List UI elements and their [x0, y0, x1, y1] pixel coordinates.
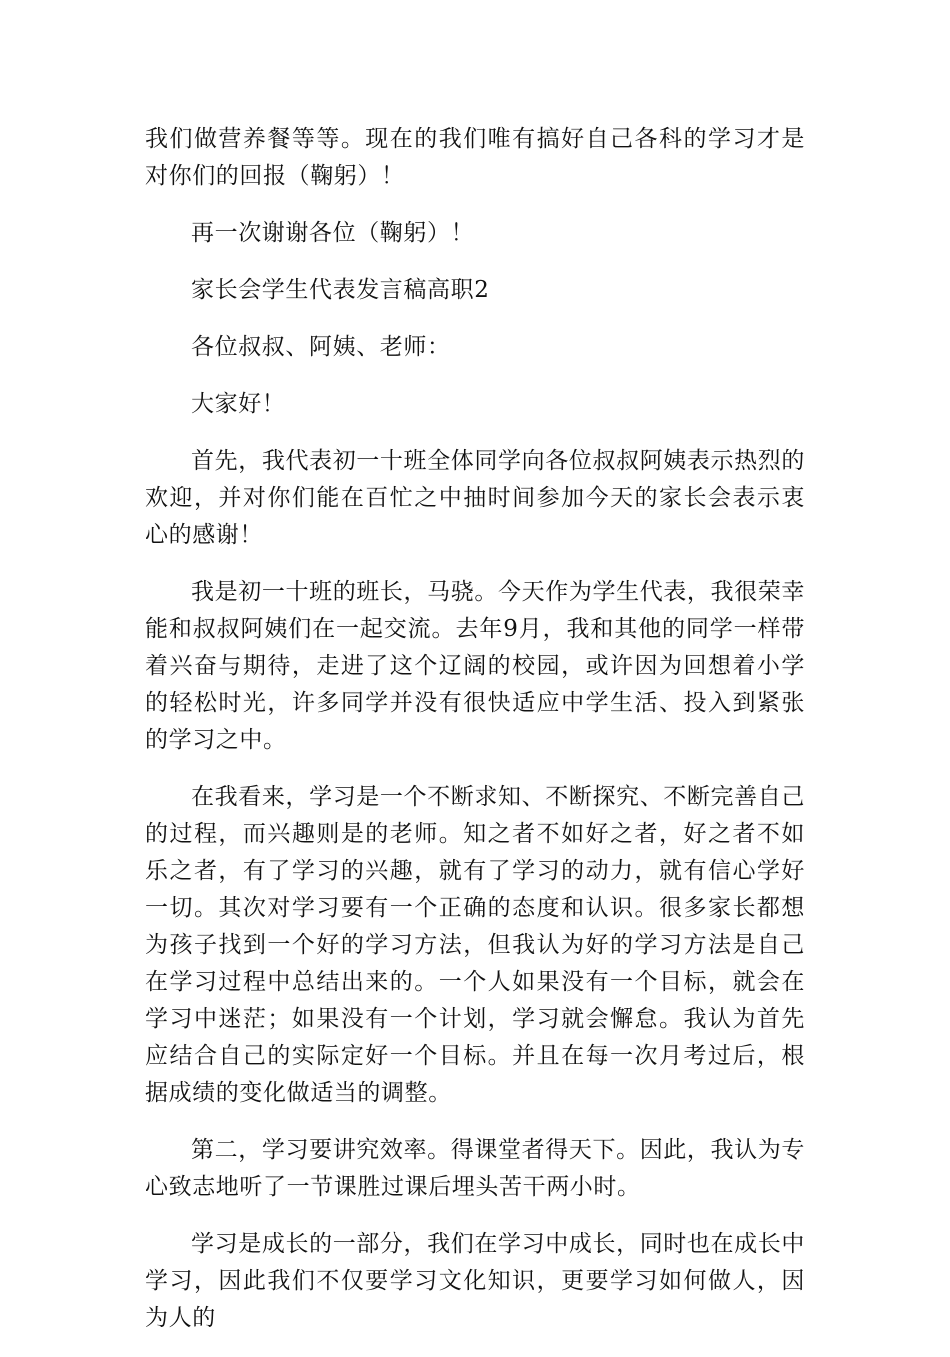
- salutation: 各位叔叔、阿姨、老师：: [191, 334, 451, 360]
- document-body: [145, 121, 805, 1357]
- greeting: 大家好！: [191, 391, 286, 417]
- paragraph: 我们做营养餐等等。现在的我们唯有搞好自己各科的学习才是对你们的回报（鞠躬）！: [145, 126, 805, 189]
- paragraph: 我是初一十班的班长，马骁。今天作为学生代表，我很荣幸能和叔叔阿姨们在一起交流。去年9月，我和其他的同学一样带着兴奋与期待，走进了这个辽阔的校园，或许因为回想着小学的轻松时光，许多同学并没有很快适应中学生活、投入到紧张的学习之中。: [145, 579, 805, 753]
- paragraph: 第二，学习要讲究效率。得课堂者得天下。因此，我认为专心致志地听了一节课胜过课后埋头苦干两小时。: [145, 1137, 805, 1200]
- paragraph: 再一次谢谢各位（鞠躬）！: [191, 220, 475, 246]
- section-heading: 家长会学生代表发言稿高职2: [191, 277, 490, 303]
- paragraph: 在我看来，学习是一个不断求知、不断探究、不断完善自己的过程，而兴趣则是的老师。知之者不如好之者，好之者不如乐之者，有了学习的兴趣，就有了学习的动力，就有信心学好一切。其次对学习要有一个正确的态度和认识。很多家长都想为孩子找到一个好的学习方法，但我认为好的学习方法是自己在学习过程中总结出来的。一个人如果没有一个目标，就会在学习中迷茫；如果没有一个计划，学习就会懈怠。我认为首先应结合自己的实际定好一个目标。并且在每一次月考过后，根据成绩的变化做适当的调整。: [145, 784, 805, 1106]
- paragraph: 首先，我代表初一十班全体同学向各位叔叔阿姨表示热烈的欢迎，并对你们能在百忙之中抽时间参加今天的家长会表示衷心的感谢！: [145, 448, 805, 548]
- paragraph: 学习是成长的一部分，我们在学习中成长，同时也在成长中学习，因此我们不仅要学习文化知识，更要学习如何做人，因为人的: [145, 1231, 805, 1331]
